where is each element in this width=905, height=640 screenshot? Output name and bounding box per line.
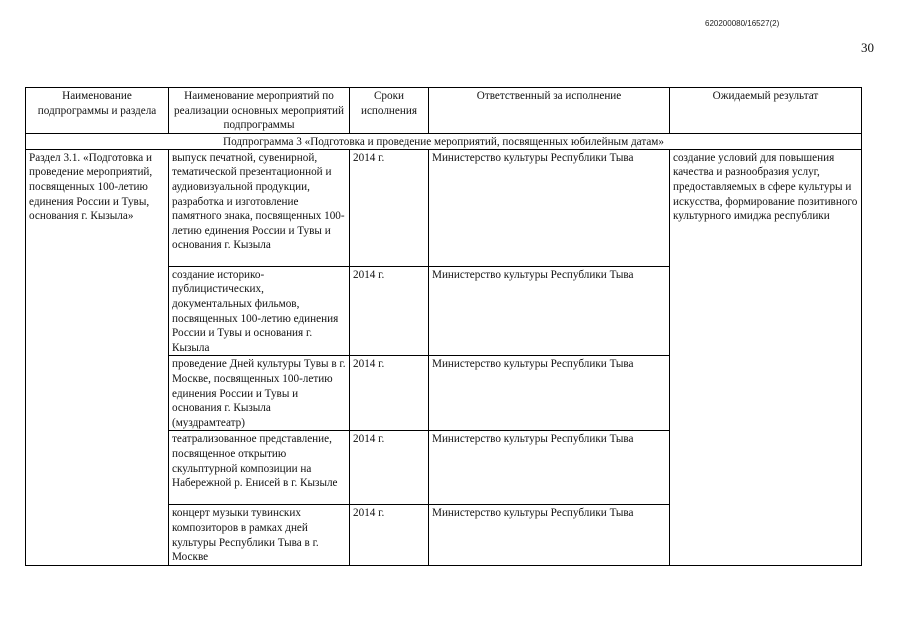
activity-cell: создание историко-публицистических, документальных фильмов, посвященных 100-летию единения России и Тувы и основания г. Кызыла <box>169 266 350 356</box>
subprogram-title: Подпрограмма 3 «Подготовка и проведение мероприятий, посвященных юбилейным датам» <box>26 133 862 149</box>
term-cell: 2014 г. <box>350 266 429 356</box>
document-id: 620200080/16527(2) <box>705 19 780 28</box>
responsible-cell: Министерство культуры Республики Тыва <box>429 149 670 266</box>
responsible-cell: Министерство культуры Республики Тыва <box>429 431 670 505</box>
activities-table <box>25 87 862 566</box>
subprogram-row <box>26 133 862 149</box>
term-cell: 2014 г. <box>350 505 429 565</box>
table-header-row <box>26 88 862 134</box>
table-row <box>26 149 862 266</box>
section-title: Раздел 3.1. «Подготовка и проведение мероприятий, посвященных 100-летию единения России и Тувы, основания г. Кызыла» <box>26 149 169 565</box>
activity-cell: выпуск печатной, сувенирной, тематической презентационной и аудиовизуальной продукции, разработка и изготовление памятного знака, посвященных 100-летию единения России и Тувы и основания г. Кызыла <box>169 149 350 266</box>
col-header-terms: Сроки исполнения <box>350 88 429 134</box>
activity-cell: концерт музыки тувинских композиторов в рамках дней культуры Республики Тыва в г. Москве <box>169 505 350 565</box>
expected-result: создание условий для повышения качества и разнообразия услуг, предоставляемых в сфере культуры и искусства, формирование позитивного культурного имиджа республики <box>670 149 862 565</box>
term-cell: 2014 г. <box>350 431 429 505</box>
page-number: 30 <box>861 40 874 55</box>
activity-cell: театрализованное представление, посвященное открытию скульптурной композиции на Набережной р. Енисей в г. Кызыле <box>169 431 350 505</box>
term-cell: 2014 г. <box>350 149 429 266</box>
responsible-cell: Министерство культуры Республики Тыва <box>429 356 670 431</box>
responsible-cell: Министерство культуры Республики Тыва <box>429 505 670 565</box>
term-cell: 2014 г. <box>350 356 429 431</box>
responsible-cell: Министерство культуры Республики Тыва <box>429 266 670 356</box>
activity-cell: проведение Дней культуры Тувы в г. Москве, посвященных 100-летию единения России и Тувы и основания г. Кызыла (муздрамтеатр) <box>169 356 350 431</box>
col-header-subprogram: Наименование подпрограммы и раздела <box>26 88 169 134</box>
col-header-responsible: Ответственный за исполнение <box>429 88 670 134</box>
col-header-activities: Наименование мероприятий по реализации основных мероприятий подпрограммы <box>169 88 350 134</box>
col-header-result: Ожидаемый результат <box>670 88 862 134</box>
